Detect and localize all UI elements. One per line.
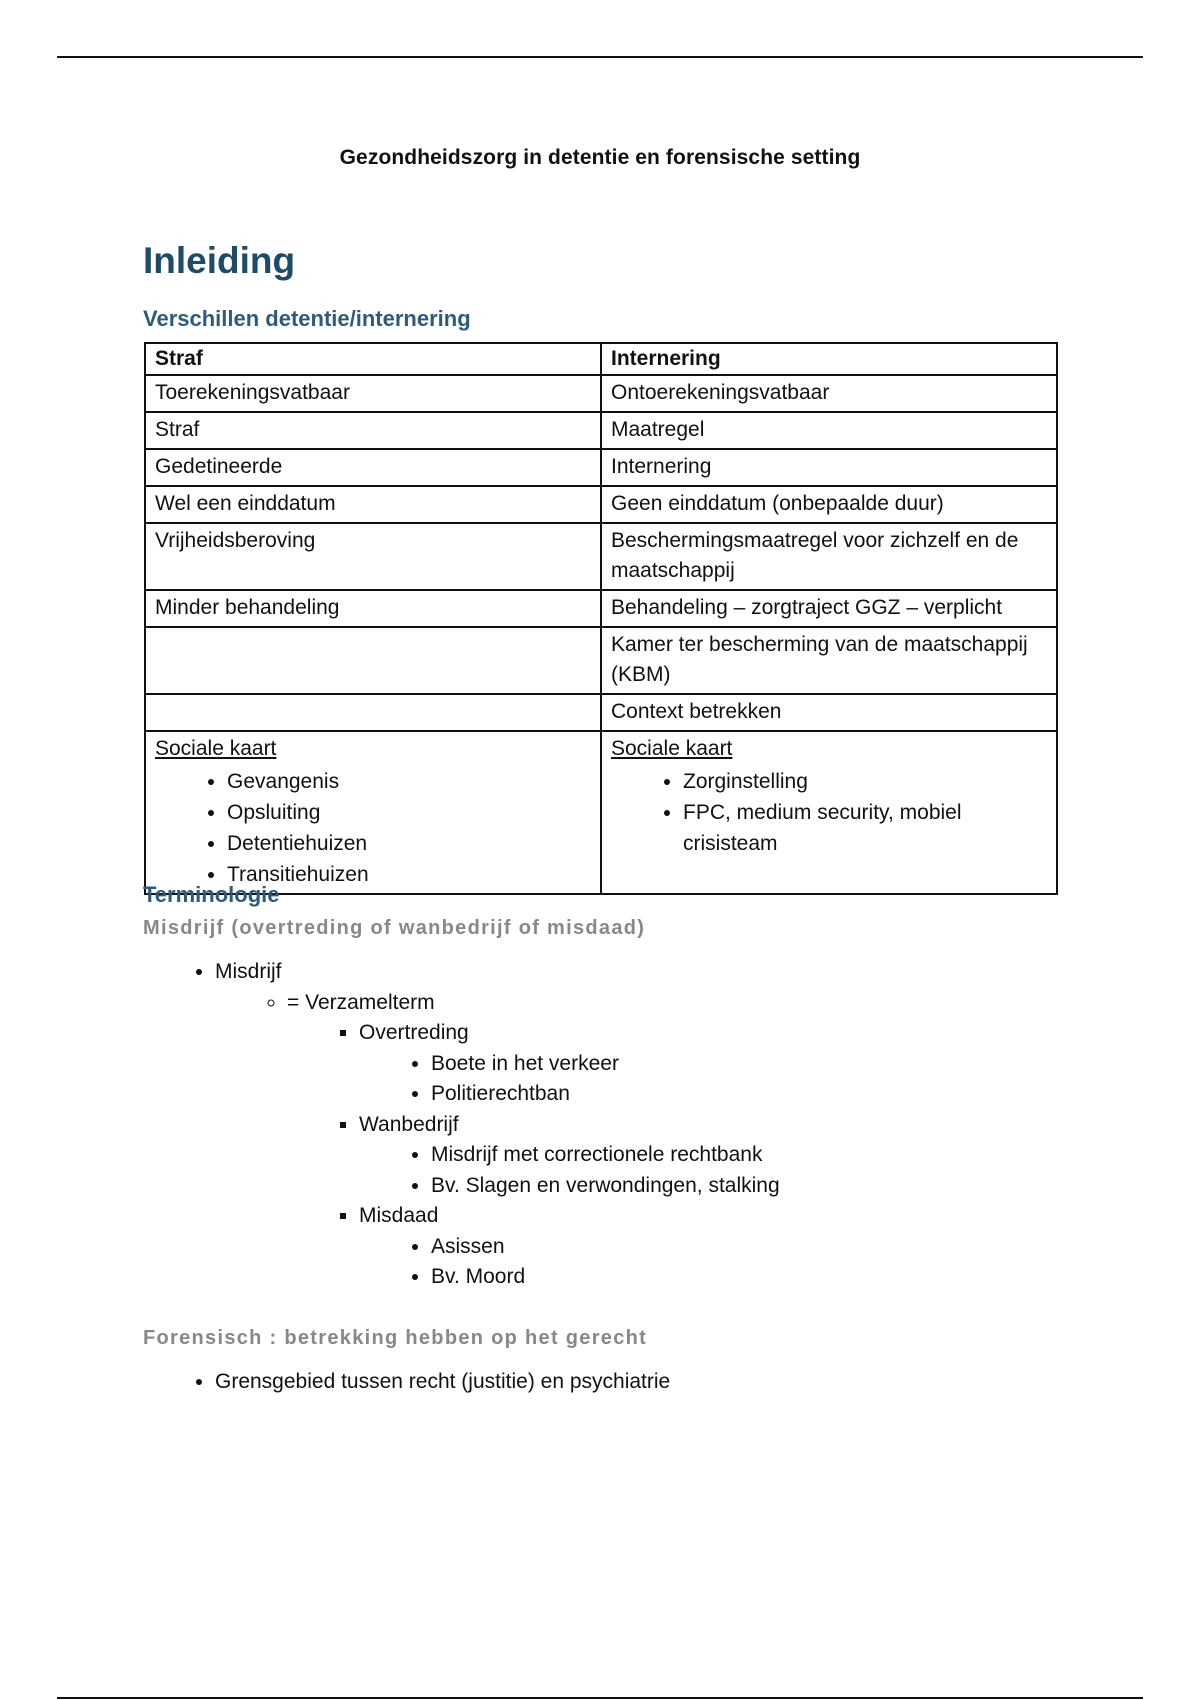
- list-item: • Opsluiting: [227, 797, 591, 828]
- bottom-rule: [57, 1697, 1143, 1699]
- table-cell: [145, 694, 601, 731]
- list-item: • Grensgebied tussen recht (justitie) en psychiatrie: [215, 1367, 670, 1397]
- list-item-label: = Verzamelterm: [287, 990, 435, 1014]
- table-header-row: [145, 343, 1057, 375]
- category-label: Overtreding: [359, 1021, 469, 1044]
- outline-level-2: [215, 988, 780, 1293]
- document-title: Gezondheidszorg in detentie en forensische setting: [339, 146, 861, 169]
- subheading-terminologie: Terminologie: [143, 882, 280, 907]
- list-item: [287, 988, 780, 1293]
- sociale-kaart-label: Sociale kaart: [155, 737, 277, 760]
- table-cell: Gedetineerde: [145, 449, 601, 486]
- list-item: • Bv. Moord: [431, 1262, 780, 1293]
- table-row: [145, 627, 1057, 694]
- header-straf: Straf: [145, 343, 601, 375]
- list-item: • Misdrijf met correctionele rechtbank: [431, 1140, 780, 1171]
- subheading-forensisch: Forensisch : betrekking hebben op het gerecht: [143, 1327, 648, 1349]
- list-item: [359, 1201, 780, 1293]
- list-item: • Politierechtban: [431, 1079, 780, 1110]
- misdrijf-outline: [143, 957, 780, 1293]
- table-row: [145, 486, 1057, 523]
- table-cell: Maatregel: [601, 412, 1057, 449]
- list-item: • Gevangenis: [227, 766, 591, 797]
- category-label: Misdaad: [359, 1204, 439, 1227]
- table-row: [145, 449, 1057, 486]
- comparison-table: [144, 342, 1058, 895]
- sociale-kaart-right-list: [611, 766, 1047, 859]
- outline-level-4: [359, 1140, 780, 1201]
- outline-level-4: [359, 1049, 780, 1110]
- list-item: [359, 1018, 780, 1110]
- table-row: [145, 412, 1057, 449]
- list-item: • Detentiehuizen: [227, 828, 591, 859]
- table-cell: Ontoerekeningsvatbaar: [601, 375, 1057, 412]
- category-label: Wanbedrijf: [359, 1112, 459, 1136]
- table-cell: Vrijheidsberoving: [145, 523, 601, 590]
- outline-level-3: [287, 1018, 780, 1293]
- table-cell: Behandeling – zorgtraject GGZ – verplicht: [601, 590, 1057, 627]
- list-item: • Zorginstelling: [683, 766, 1047, 797]
- list-item: [359, 1110, 780, 1202]
- table-cell: Context betrekken: [601, 694, 1057, 731]
- table-cell: Kamer ter bescherming van de maatschappij (KBM): [601, 627, 1057, 694]
- list-item: • Bv. Slagen en verwondingen, stalking: [431, 1171, 780, 1202]
- header-internering: Internering: [601, 343, 1057, 375]
- forensisch-list: [143, 1367, 670, 1397]
- list-item: • Boete in het verkeer: [431, 1049, 780, 1080]
- sociale-kaart-label: Sociale kaart: [611, 737, 733, 760]
- table-row-sociale-kaart: [145, 731, 1057, 894]
- outline-level-1: [143, 957, 780, 1293]
- sociale-kaart-left: [145, 731, 601, 894]
- table-cell: Wel een einddatum: [145, 486, 601, 523]
- table-row: [145, 523, 1057, 590]
- list-item: [215, 957, 780, 1293]
- table-cell: Geen einddatum (onbepaalde duur): [601, 486, 1057, 523]
- table-cell: Toerekeningsvatbaar: [145, 375, 601, 412]
- table-row: [145, 694, 1057, 731]
- table-cell: Internering: [601, 449, 1057, 486]
- outline-level-4: [359, 1232, 780, 1293]
- list-item-label: Misdrijf: [215, 960, 282, 983]
- table-cell: Minder behandeling: [145, 590, 601, 627]
- sociale-kaart-left-list: [155, 766, 591, 890]
- subheading-misdrijf: Misdrijf (overtreding of wanbedrijf of misdaad): [143, 917, 646, 939]
- section-heading: Inleiding: [143, 240, 296, 281]
- table-row: [145, 375, 1057, 412]
- subheading-verschillen: Verschillen detentie/internering: [143, 306, 471, 331]
- table-cell: [145, 627, 601, 694]
- list-item: • Asissen: [431, 1232, 780, 1263]
- top-rule: [57, 56, 1143, 58]
- sociale-kaart-right: [601, 731, 1057, 894]
- list-item: • Transitiehuizen: [227, 859, 591, 890]
- table-cell: Straf: [145, 412, 601, 449]
- table-row: [145, 590, 1057, 627]
- table-cell: Beschermingsmaatregel voor zichzelf en de maatschappij: [601, 523, 1057, 590]
- list-item: • FPC, medium security, mobiel crisisteam: [683, 797, 1047, 859]
